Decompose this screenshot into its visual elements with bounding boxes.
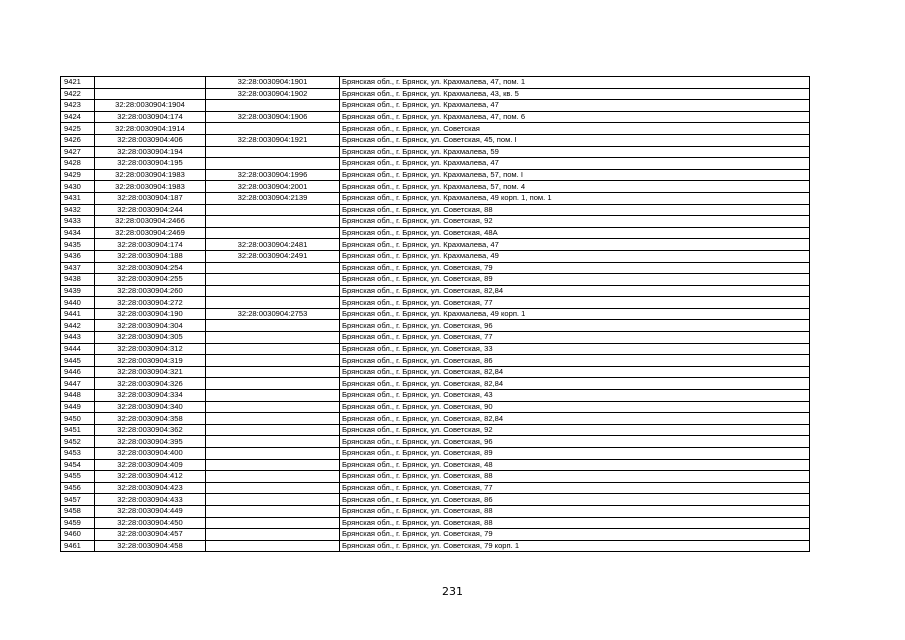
row-number-cell: 9423: [61, 100, 95, 112]
row-number-cell: 9437: [61, 262, 95, 274]
cadastral-number-cell: 32:28:0030904:1902: [206, 88, 340, 100]
cadastral-number-cell: [206, 471, 340, 483]
address-cell: Брянская обл., г. Брянск, ул. Советская, 82,84: [340, 378, 810, 390]
table-row: [61, 88, 810, 100]
cadastral-number-cell: [206, 390, 340, 402]
table-row: [61, 308, 810, 320]
row-number-cell: 9446: [61, 366, 95, 378]
cadastral-number-cell: [206, 505, 340, 517]
address-cell: Брянская обл., г. Брянск, ул. Крахмалева, 43, кв. 5: [340, 88, 810, 100]
row-number-cell: 9421: [61, 77, 95, 89]
table-row: [61, 529, 810, 541]
row-number-cell: 9445: [61, 355, 95, 367]
table-row: [61, 494, 810, 506]
table-row: [61, 111, 810, 123]
address-cell: Брянская обл., г. Брянск, ул. Советская, 45, пом. I: [340, 134, 810, 146]
cadastral-number-cell: [206, 227, 340, 239]
cadastral-number-cell: [206, 158, 340, 170]
parent-cadastral-number-cell: 32:28:0030904:362: [95, 424, 206, 436]
cadastral-number-cell: [206, 494, 340, 506]
row-number-cell: 9452: [61, 436, 95, 448]
table-row: [61, 100, 810, 112]
address-cell: Брянская обл., г. Брянск, ул. Крахмалева, 47: [340, 158, 810, 170]
parent-cadastral-number-cell: 32:28:0030904:409: [95, 459, 206, 471]
cadastral-number-cell: 32:28:0030904:1901: [206, 77, 340, 89]
row-number-cell: 9447: [61, 378, 95, 390]
parent-cadastral-number-cell: 32:28:0030904:358: [95, 413, 206, 425]
row-number-cell: 9457: [61, 494, 95, 506]
row-number-cell: 9455: [61, 471, 95, 483]
cadastral-number-cell: [206, 100, 340, 112]
cadastral-number-cell: 32:28:0030904:1921: [206, 134, 340, 146]
cadastral-number-cell: [206, 482, 340, 494]
table-row: [61, 158, 810, 170]
table-row: [61, 366, 810, 378]
address-cell: Брянская обл., г. Брянск, ул. Советская, 96: [340, 320, 810, 332]
address-cell: Брянская обл., г. Брянск, ул. Советская, 82,84: [340, 285, 810, 297]
row-number-cell: 9431: [61, 192, 95, 204]
cadastral-number-cell: [206, 274, 340, 286]
table-row: [61, 482, 810, 494]
parent-cadastral-number-cell: 32:28:0030904:312: [95, 343, 206, 355]
table-row: [61, 471, 810, 483]
cadastral-number-cell: [206, 262, 340, 274]
address-cell: Брянская обл., г. Брянск, ул. Советская, 89: [340, 274, 810, 286]
table-row: [61, 459, 810, 471]
table-row: [61, 297, 810, 309]
table-row: [61, 169, 810, 181]
parent-cadastral-number-cell: 32:28:0030904:255: [95, 274, 206, 286]
table-row: [61, 540, 810, 552]
address-cell: Брянская обл., г. Брянск, ул. Советская, 86: [340, 494, 810, 506]
row-number-cell: 9461: [61, 540, 95, 552]
cadastral-number-cell: [206, 343, 340, 355]
address-cell: Брянская обл., г. Брянск, ул. Советская, 92: [340, 424, 810, 436]
parent-cadastral-number-cell: 32:28:0030904:395: [95, 436, 206, 448]
parent-cadastral-number-cell: 32:28:0030904:334: [95, 390, 206, 402]
row-number-cell: 9428: [61, 158, 95, 170]
table-row: [61, 448, 810, 460]
parent-cadastral-number-cell: 32:28:0030904:1983: [95, 169, 206, 181]
parent-cadastral-number-cell: 32:28:0030904:304: [95, 320, 206, 332]
parent-cadastral-number-cell: 32:28:0030904:450: [95, 517, 206, 529]
parent-cadastral-number-cell: 32:28:0030904:340: [95, 401, 206, 413]
page-number: 231: [442, 585, 463, 598]
parent-cadastral-number-cell: 32:28:0030904:326: [95, 378, 206, 390]
address-cell: Брянская обл., г. Брянск, ул. Советская, 43: [340, 390, 810, 402]
address-cell: Брянская обл., г. Брянск, ул. Советская, 79 корп. 1: [340, 540, 810, 552]
table-row: [61, 192, 810, 204]
address-cell: Брянская обл., г. Брянск, ул. Советская, 88: [340, 204, 810, 216]
cadastral-number-cell: [206, 448, 340, 460]
cadastral-number-cell: 32:28:0030904:2481: [206, 239, 340, 251]
table-row: [61, 204, 810, 216]
cadastral-number-cell: [206, 517, 340, 529]
address-cell: Брянская обл., г. Брянск, ул. Советская, 48А: [340, 227, 810, 239]
address-cell: Брянская обл., г. Брянск, ул. Крахмалева, 59: [340, 146, 810, 158]
cadastral-number-cell: 32:28:0030904:1906: [206, 111, 340, 123]
address-cell: Брянская обл., г. Брянск, ул. Крахмалева, 57, пом. 4: [340, 181, 810, 193]
parent-cadastral-number-cell: 32:28:0030904:400: [95, 448, 206, 460]
table-row: [61, 436, 810, 448]
row-number-cell: 9460: [61, 529, 95, 541]
parent-cadastral-number-cell: 32:28:0030904:449: [95, 505, 206, 517]
parent-cadastral-number-cell: 32:28:0030904:190: [95, 308, 206, 320]
table-row: [61, 424, 810, 436]
table-row: [61, 285, 810, 297]
parent-cadastral-number-cell: 32:28:0030904:321: [95, 366, 206, 378]
cadastral-number-cell: 32:28:0030904:1996: [206, 169, 340, 181]
parent-cadastral-number-cell: 32:28:0030904:2469: [95, 227, 206, 239]
parent-cadastral-number-cell: 32:28:0030904:2466: [95, 216, 206, 228]
table-row: [61, 146, 810, 158]
cadastral-number-cell: [206, 285, 340, 297]
address-cell: Брянская обл., г. Брянск, ул. Советская, 89: [340, 448, 810, 460]
parent-cadastral-number-cell: 32:28:0030904:412: [95, 471, 206, 483]
address-cell: Брянская обл., г. Брянск, ул. Крахмалева, 49: [340, 250, 810, 262]
address-cell: Брянская обл., г. Брянск, ул. Советская, 33: [340, 343, 810, 355]
row-number-cell: 9438: [61, 274, 95, 286]
row-number-cell: 9453: [61, 448, 95, 460]
address-cell: Брянская обл., г. Брянск, ул. Советская, 96: [340, 436, 810, 448]
table-row: [61, 134, 810, 146]
address-cell: Брянская обл., г. Брянск, ул. Крахмалева, 49 корп. 1, пом. 1: [340, 192, 810, 204]
parent-cadastral-number-cell: 32:28:0030904:305: [95, 332, 206, 344]
table-row: [61, 343, 810, 355]
parent-cadastral-number-cell: 32:28:0030904:188: [95, 250, 206, 262]
parent-cadastral-number-cell: 32:28:0030904:319: [95, 355, 206, 367]
address-cell: Брянская обл., г. Брянск, ул. Советская, 79: [340, 529, 810, 541]
cadastral-number-cell: 32:28:0030904:2753: [206, 308, 340, 320]
address-cell: Брянская обл., г. Брянск, ул. Советская, 82,84: [340, 413, 810, 425]
table-row: [61, 227, 810, 239]
table-row: [61, 505, 810, 517]
cadastral-number-cell: [206, 320, 340, 332]
table-row: [61, 239, 810, 251]
address-cell: Брянская обл., г. Брянск, ул. Советская: [340, 123, 810, 135]
cadastral-number-cell: [206, 204, 340, 216]
row-number-cell: 9429: [61, 169, 95, 181]
table-row: [61, 250, 810, 262]
cadastral-number-cell: [206, 216, 340, 228]
parent-cadastral-number-cell: 32:28:0030904:194: [95, 146, 206, 158]
address-cell: Брянская обл., г. Брянск, ул. Крахмалева, 47: [340, 100, 810, 112]
table-row: [61, 77, 810, 89]
cadastral-number-cell: [206, 355, 340, 367]
parent-cadastral-number-cell: 32:28:0030904:272: [95, 297, 206, 309]
parent-cadastral-number-cell: 32:28:0030904:433: [95, 494, 206, 506]
address-cell: Брянская обл., г. Брянск, ул. Крахмалева, 57, пом. I: [340, 169, 810, 181]
row-number-cell: 9441: [61, 308, 95, 320]
row-number-cell: 9426: [61, 134, 95, 146]
address-cell: Брянская обл., г. Брянск, ул. Советская, 79: [340, 262, 810, 274]
row-number-cell: 9433: [61, 216, 95, 228]
cadastral-number-cell: [206, 424, 340, 436]
row-number-cell: 9435: [61, 239, 95, 251]
table-row: [61, 378, 810, 390]
address-cell: Брянская обл., г. Брянск, ул. Крахмалева, 47, пом. 1: [340, 77, 810, 89]
row-number-cell: 9439: [61, 285, 95, 297]
row-number-cell: 9427: [61, 146, 95, 158]
address-cell: Брянская обл., г. Брянск, ул. Советская, 88: [340, 505, 810, 517]
row-number-cell: 9448: [61, 390, 95, 402]
address-cell: Брянская обл., г. Брянск, ул. Крахмалева, 49 корп. 1: [340, 308, 810, 320]
table-row: [61, 413, 810, 425]
row-number-cell: 9451: [61, 424, 95, 436]
parent-cadastral-number-cell: 32:28:0030904:254: [95, 262, 206, 274]
address-cell: Брянская обл., г. Брянск, ул. Советская, 82,84: [340, 366, 810, 378]
registry-table-body: [61, 77, 810, 552]
row-number-cell: 9458: [61, 505, 95, 517]
parent-cadastral-number-cell: [95, 77, 206, 89]
parent-cadastral-number-cell: 32:28:0030904:423: [95, 482, 206, 494]
cadastral-number-cell: [206, 332, 340, 344]
row-number-cell: 9432: [61, 204, 95, 216]
row-number-cell: 9443: [61, 332, 95, 344]
row-number-cell: 9434: [61, 227, 95, 239]
row-number-cell: 9436: [61, 250, 95, 262]
row-number-cell: 9450: [61, 413, 95, 425]
cadastral-number-cell: [206, 401, 340, 413]
parent-cadastral-number-cell: 32:28:0030904:260: [95, 285, 206, 297]
parent-cadastral-number-cell: 32:28:0030904:1983: [95, 181, 206, 193]
row-number-cell: 9456: [61, 482, 95, 494]
parent-cadastral-number-cell: 32:28:0030904:458: [95, 540, 206, 552]
address-cell: Брянская обл., г. Брянск, ул. Советская, 86: [340, 355, 810, 367]
cadastral-number-cell: [206, 459, 340, 471]
cadastral-number-cell: [206, 366, 340, 378]
address-cell: Брянская обл., г. Брянск, ул. Советская, 88: [340, 517, 810, 529]
row-number-cell: 9424: [61, 111, 95, 123]
address-cell: Брянская обл., г. Брянск, ул. Советская, 90: [340, 401, 810, 413]
address-cell: Брянская обл., г. Брянск, ул. Советская, 88: [340, 471, 810, 483]
parent-cadastral-number-cell: 32:28:0030904:406: [95, 134, 206, 146]
parent-cadastral-number-cell: 32:28:0030904:195: [95, 158, 206, 170]
row-number-cell: 9430: [61, 181, 95, 193]
address-cell: Брянская обл., г. Брянск, ул. Советская, 48: [340, 459, 810, 471]
parent-cadastral-number-cell: 32:28:0030904:1914: [95, 123, 206, 135]
row-number-cell: 9454: [61, 459, 95, 471]
row-number-cell: 9422: [61, 88, 95, 100]
cadastral-number-cell: [206, 413, 340, 425]
parent-cadastral-number-cell: 32:28:0030904:457: [95, 529, 206, 541]
table-row: [61, 390, 810, 402]
row-number-cell: 9425: [61, 123, 95, 135]
address-cell: Брянская обл., г. Брянск, ул. Крахмалева, 47, пом. 6: [340, 111, 810, 123]
parent-cadastral-number-cell: 32:28:0030904:244: [95, 204, 206, 216]
address-cell: Брянская обл., г. Брянск, ул. Советская, 92: [340, 216, 810, 228]
cadastral-number-cell: [206, 529, 340, 541]
parent-cadastral-number-cell: [95, 88, 206, 100]
parent-cadastral-number-cell: 32:28:0030904:187: [95, 192, 206, 204]
row-number-cell: 9444: [61, 343, 95, 355]
cadastral-number-cell: [206, 123, 340, 135]
cadastral-number-cell: [206, 436, 340, 448]
table-row: [61, 262, 810, 274]
table-row: [61, 274, 810, 286]
row-number-cell: 9442: [61, 320, 95, 332]
cadastral-number-cell: [206, 297, 340, 309]
cadastral-number-cell: [206, 146, 340, 158]
parent-cadastral-number-cell: 32:28:0030904:174: [95, 239, 206, 251]
table-row: [61, 332, 810, 344]
cadastral-number-cell: [206, 540, 340, 552]
address-cell: Брянская обл., г. Брянск, ул. Советская, 77: [340, 482, 810, 494]
cadastral-number-cell: 32:28:0030904:2001: [206, 181, 340, 193]
table-row: [61, 320, 810, 332]
table-row: [61, 216, 810, 228]
registry-table: [60, 76, 810, 552]
cadastral-number-cell: 32:28:0030904:2139: [206, 192, 340, 204]
table-row: [61, 181, 810, 193]
address-cell: Брянская обл., г. Брянск, ул. Советская, 77: [340, 332, 810, 344]
parent-cadastral-number-cell: 32:28:0030904:174: [95, 111, 206, 123]
address-cell: Брянская обл., г. Брянск, ул. Советская, 77: [340, 297, 810, 309]
parent-cadastral-number-cell: 32:28:0030904:1904: [95, 100, 206, 112]
row-number-cell: 9449: [61, 401, 95, 413]
table-row: [61, 123, 810, 135]
address-cell: Брянская обл., г. Брянск, ул. Крахмалева, 47: [340, 239, 810, 251]
table-row: [61, 401, 810, 413]
row-number-cell: 9440: [61, 297, 95, 309]
cadastral-number-cell: [206, 378, 340, 390]
table-row: [61, 355, 810, 367]
row-number-cell: 9459: [61, 517, 95, 529]
cadastral-number-cell: 32:28:0030904:2491: [206, 250, 340, 262]
table-row: [61, 517, 810, 529]
